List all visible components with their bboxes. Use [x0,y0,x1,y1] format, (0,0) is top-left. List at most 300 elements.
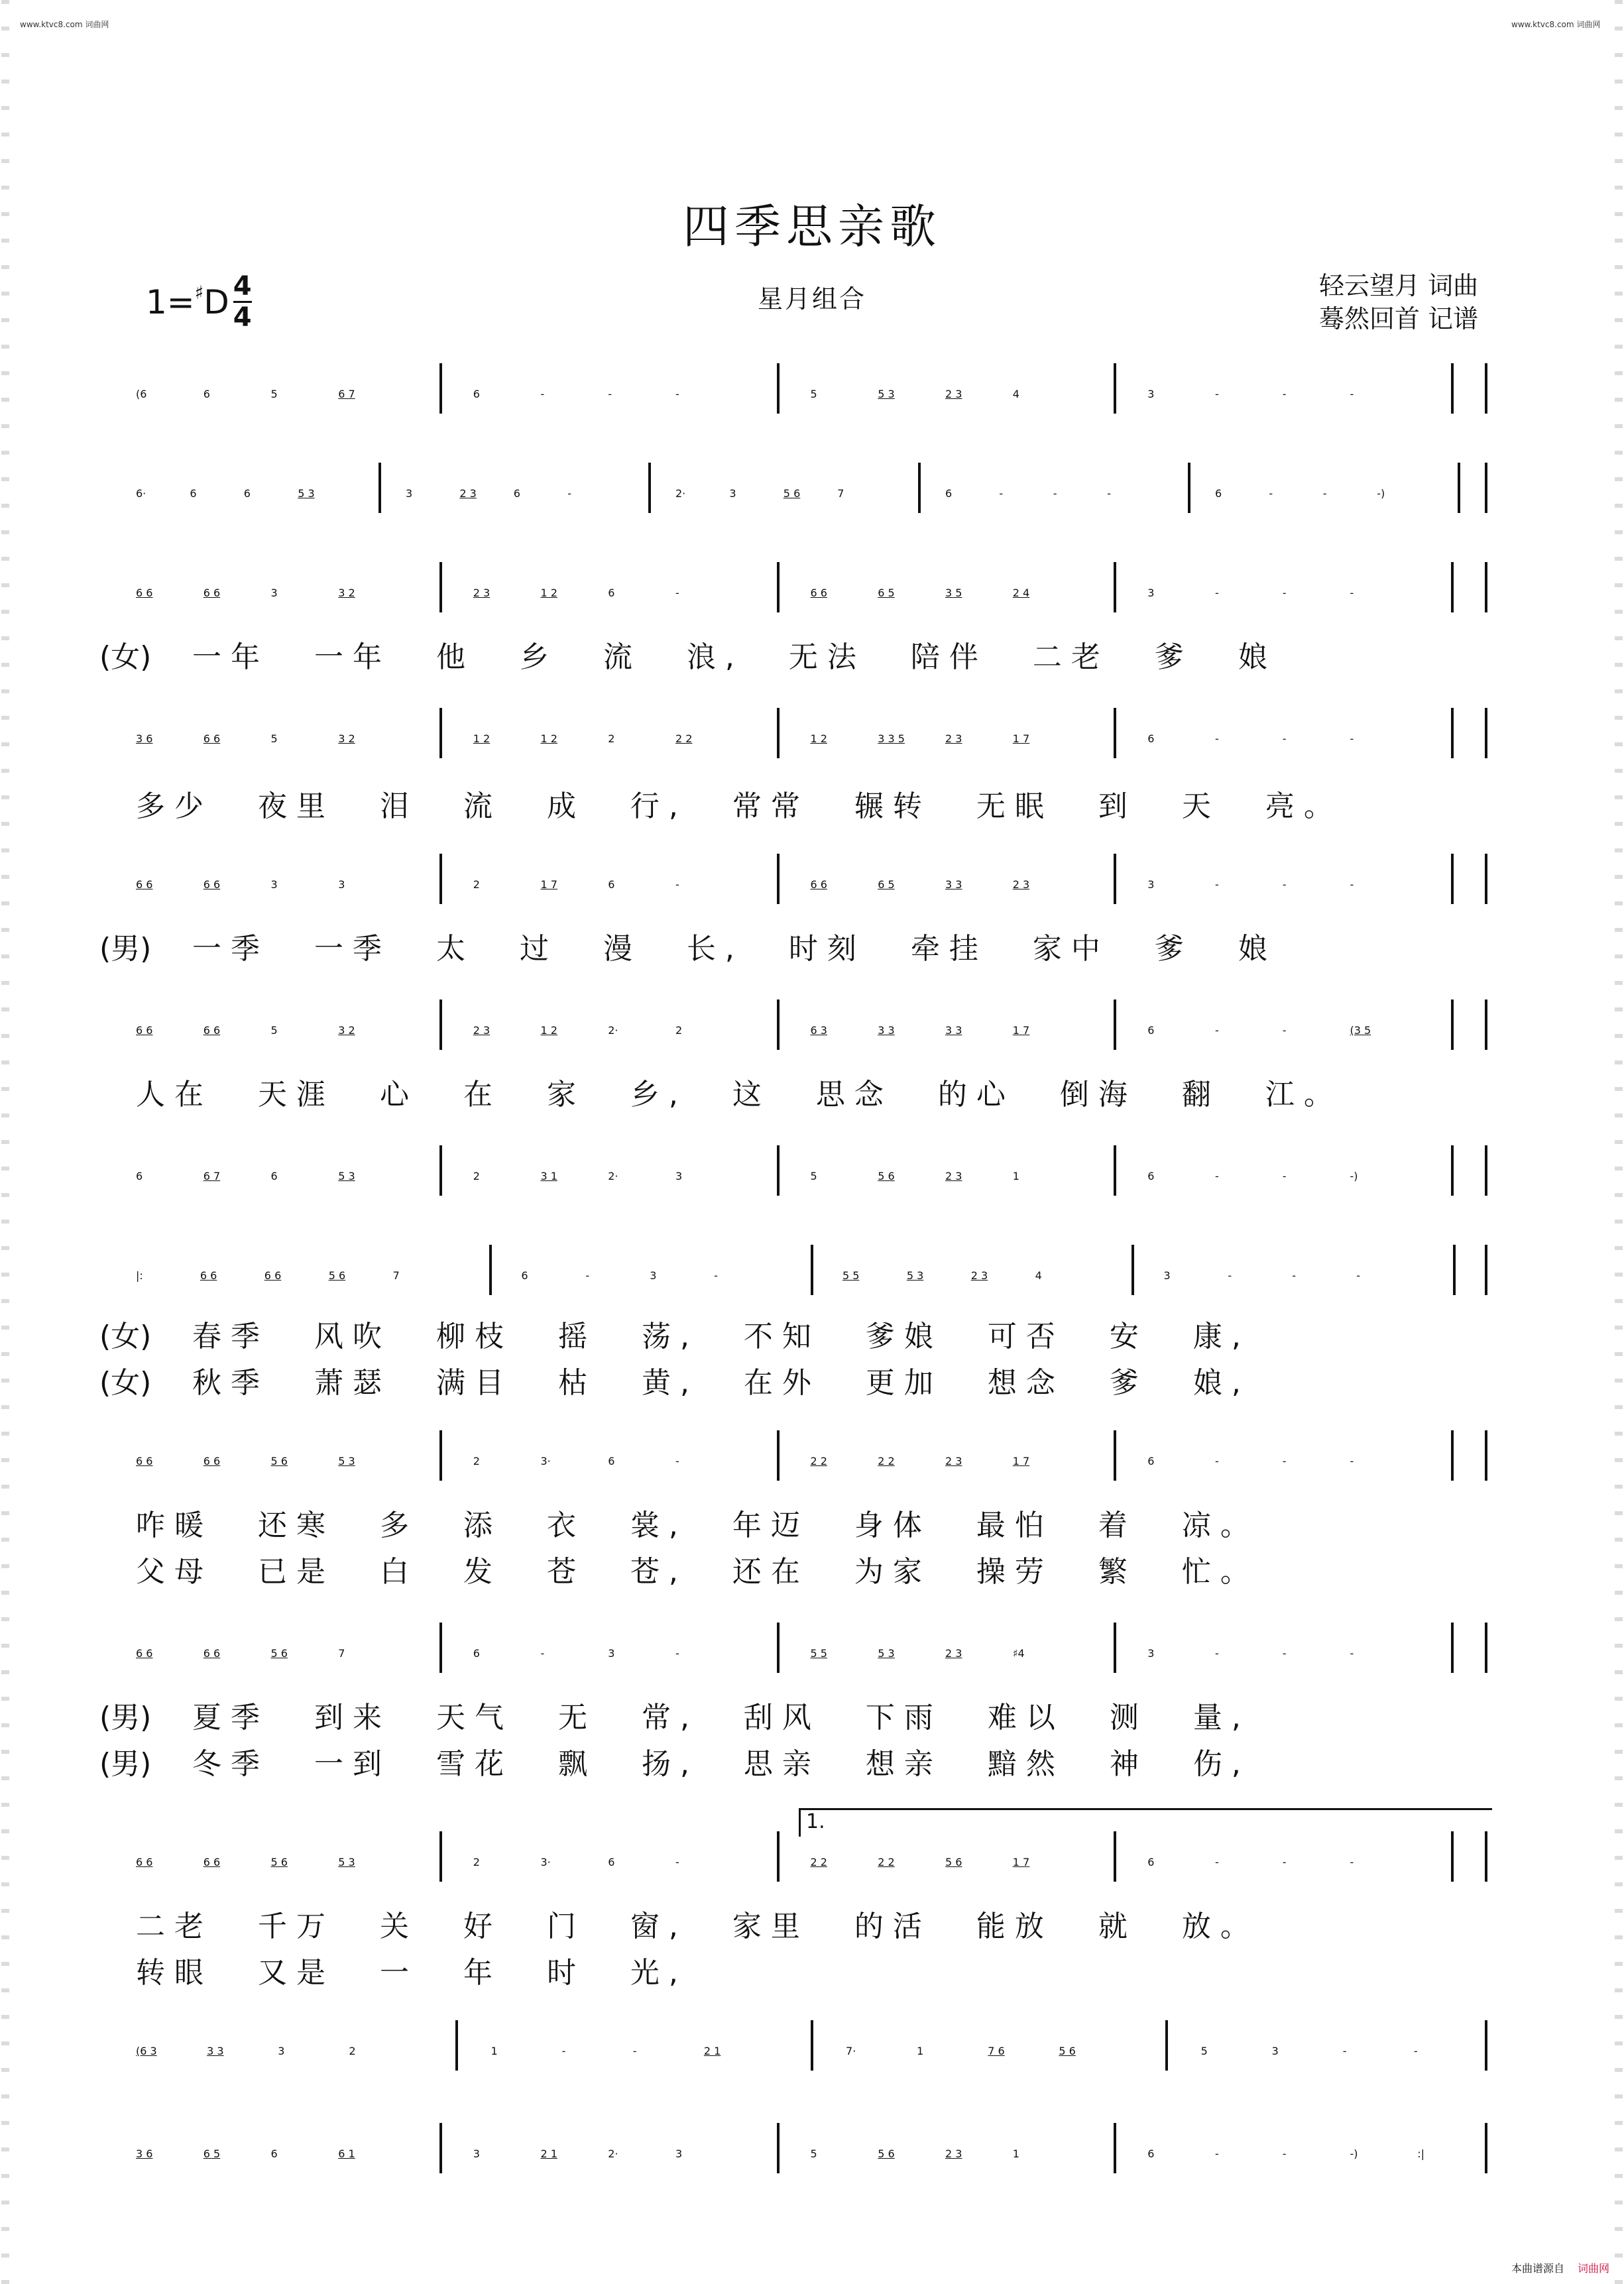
barline [777,1430,780,1481]
note-token: 2 [473,1856,480,1868]
note-token: 5 6 [878,1170,895,1182]
note-token: - [1282,1856,1287,1868]
note-token: - [1322,487,1327,500]
note-token: - [675,1455,679,1467]
note-token: 2 3 [459,487,477,500]
note-token: 7 6 [988,2045,1005,2057]
barline [1165,2020,1168,2071]
note-token: 2 3 [945,2147,962,2160]
note-token: - [585,1269,590,1282]
note-token: 3 [406,487,413,500]
note-token: -) [1350,1170,1358,1182]
note-token: - [999,487,1004,500]
lyric-text: 冬季 一到 雪花 飘 扬, 思亲 想亲 黯然 神 伤, [192,1747,1250,1781]
note-token: 6 6 [136,587,153,599]
note-token: - [1282,1647,1287,1660]
note-token: 6 6 [203,732,221,745]
lyric-line [0,1548,1624,1587]
time-bottom: 4 [233,302,252,333]
barline [439,999,442,1050]
barline [378,463,381,513]
barline [1114,562,1116,612]
note-token: 3 3 [945,1024,962,1037]
note-token: 5 [1200,2045,1208,2057]
barline [439,854,442,904]
lyric-text: 多少 夜里 泪 流 成 行, 常常 辗转 无眠 到 天 亮。 [136,789,1342,823]
note-token: 6 6 [203,1024,221,1037]
note-token: 3 1 [540,1170,557,1182]
lyric-text: 夏季 到来 天气 无 常, 刮风 下雨 难以 测 量, [192,1701,1250,1735]
note-token: -) [1377,487,1385,500]
barline [1114,1430,1116,1481]
note-token: 6 [608,587,615,599]
lyric-line [0,782,1624,822]
barline [1114,2123,1116,2173]
note-token: 2 3 [473,587,491,599]
singer-role: (男) [99,1747,152,1781]
note-token: 5 6 [328,1269,346,1282]
note-token: 3 [338,878,345,891]
note-token: 5 [270,388,278,400]
note-token: 1 2 [540,587,557,599]
note-token: 6 [608,1856,615,1868]
note-token: 2 2 [878,1455,895,1467]
singer-role: (女) [99,640,152,674]
lyric-text: 转眼 又是 一 年 时 光, [136,1956,687,1990]
note-token: 2 [473,878,480,891]
barline [777,562,780,612]
note-token: 1 7 [540,878,557,891]
note-token: 3 3 5 [878,732,905,745]
note-token: 2 3 [1012,878,1030,891]
note-token: 3 [1147,587,1155,599]
note-token: - [608,388,612,400]
notation-line [0,471,1624,537]
note-token: - [1282,878,1287,891]
line-end-barline [1485,1245,1487,1295]
note-token: 1 7 [1012,1024,1030,1037]
note-token: 3 [650,1269,657,1282]
barline [1451,1623,1454,1673]
note-token: 6 [203,388,210,400]
line-end-barline [1485,363,1487,414]
note-token: 6 [1147,1024,1155,1037]
note-token: 6 5 [203,2147,221,2160]
note-token: - [1350,1856,1354,1868]
note-token: - [675,1647,679,1660]
note-token: 6 [243,487,251,500]
performer: 星月组合 [757,284,866,314]
note-token: - [1215,1455,1219,1467]
note-token: - [1215,2147,1219,2160]
barline [1114,854,1116,904]
note-token: 2 [473,1170,480,1182]
note-token: 3 [608,1647,615,1660]
note-token: (6 3 [136,2045,157,2057]
barline [1114,363,1116,414]
note-token: 7 [338,1647,345,1660]
barline [811,1245,813,1295]
note-token: 1 7 [1012,1856,1030,1868]
note-token: - [675,388,679,400]
note-token: 6 6 [136,1024,153,1037]
note-token: - [1350,1455,1354,1467]
note-token: 6 [136,1170,143,1182]
barline [439,562,442,612]
notation-line [0,1007,1624,1074]
note-token: - [632,2045,637,2057]
note-token: 5 5 [810,1647,827,1660]
note-token: 3 5 [945,587,962,599]
lyric-text: 咋暖 还寒 多 添 衣 裳, 年迈 身体 最怕 着 凉。 [136,1509,1259,1542]
line-end-barline [1485,999,1487,1050]
note-token: :| [1417,2147,1425,2160]
key-note: D [203,282,229,321]
lyric-text: 人在 天涯 心 在 家 乡, 这 思念 的心 倒海 翻 江。 [136,1078,1342,1112]
note-token: 6 6 [136,1455,153,1467]
line-end-barline [1485,854,1487,904]
barline [439,363,442,414]
barline [811,2020,813,2071]
note-token: 7 [392,1269,400,1282]
note-token: 6 [1147,1455,1155,1467]
note-token: 5 6 [783,487,801,500]
note-token: 2· [608,1170,618,1182]
note-token: - [675,878,679,891]
lyric-text: 二老 千万 关 好 门 窗, 家里 的活 能放 就 放。 [136,1910,1259,1943]
barline [439,1430,442,1481]
note-token: 6 7 [338,388,355,400]
lyric-line [0,1359,1624,1399]
barline [777,999,780,1050]
note-token: 2 3 [945,1170,962,1182]
note-token: 3 3 [878,1024,895,1037]
note-token: - [1053,487,1057,500]
note-token: 3 6 [136,732,153,745]
line-end-barline [1485,2020,1487,2071]
note-token: 4 [1012,388,1019,400]
note-token: 3 [473,2147,480,2160]
notation-line [0,1438,1624,1505]
note-token: 6 1 [338,2147,355,2160]
note-token: - [1107,487,1111,500]
barline [1451,1145,1454,1196]
singer-role: (女) [99,1320,152,1353]
note-token: 1 2 [540,732,557,745]
note-token: 5 3 [298,487,315,500]
note-token: 6 [945,487,953,500]
notation-line [0,1253,1624,1319]
note-token: - [1292,1269,1297,1282]
lyric-line [0,925,1624,964]
barline [777,2123,780,2173]
note-token: - [1215,732,1219,745]
note-token: 2 3 [945,1455,962,1467]
notation-line [0,2028,1624,2094]
lyric-line [0,633,1624,673]
note-token: 5 3 [878,388,895,400]
volta-bracket: 1. [799,1808,1492,1837]
barline [777,1831,780,1882]
barline [1114,1145,1116,1196]
note-token: 6 6 [136,878,153,891]
lyric-line [0,1949,1624,1988]
line-end-barline [1485,1145,1487,1196]
note-token: 6 6 [203,1856,221,1868]
lyricist-composer: 轻云望月 词曲 [1319,271,1479,300]
note-token: 3 [270,587,278,599]
note-token: 6 6 [203,878,221,891]
key-prefix: 1= [146,282,195,321]
footer-right: 词曲网 [1578,2262,1610,2275]
barline [1451,1430,1454,1481]
barline [455,2020,458,2071]
note-token: - [714,1269,718,1282]
lyric-text: 春季 风吹 柳枝 摇 荡, 不知 爹娘 可否 安 康, [192,1320,1250,1353]
note-token: 5 5 [842,1269,860,1282]
note-token: 1 [1012,2147,1019,2160]
line-end-barline [1485,1831,1487,1882]
note-token: |: [136,1269,143,1282]
song-title: 四季思亲歌 [683,200,941,254]
note-token: 6 [608,1455,615,1467]
note-token: 3 [675,2147,683,2160]
note-token: 6 [521,1269,528,1282]
note-token: - [1350,388,1354,400]
note-token: 2 3 [945,732,962,745]
note-token: - [1350,878,1354,891]
note-token: 6 6 [810,878,827,891]
notation-line [0,371,1624,437]
notation-line [0,862,1624,928]
note-token: - [1282,1170,1287,1182]
note-token: 5 6 [270,1455,288,1467]
barline [648,463,651,513]
note-token: 6 [513,487,520,500]
note-token: 2 3 [473,1024,491,1037]
note-token: 5 6 [878,2147,895,2160]
note-token: 6 [1147,732,1155,745]
note-token: 6 6 [264,1269,282,1282]
barline [1451,363,1454,414]
lyric-line [0,1070,1624,1110]
lyric-text: 一年 一年 他 乡 流 浪, 无法 陪伴 二老 爹 娘 [192,640,1277,674]
note-token: 6 [1147,2147,1155,2160]
note-token: 2 4 [1012,587,1030,599]
barline [439,2123,442,2173]
note-token: - [1215,388,1219,400]
barline [1458,463,1460,513]
note-token: 2· [608,1024,618,1037]
barline [439,708,442,758]
note-token: - [561,2045,566,2057]
note-token: 1 2 [810,732,827,745]
note-token: - [1350,732,1354,745]
note-token: 6 [608,878,615,891]
line-end-barline [1485,1430,1487,1481]
note-token: - [1215,1856,1219,1868]
note-token: 3 3 [207,2045,224,2057]
note-token: 3 2 [338,1024,355,1037]
note-token: 1 2 [540,1024,557,1037]
note-token: ♯4 [1012,1647,1025,1660]
note-token: - [1282,1024,1287,1037]
notation-line [0,716,1624,782]
barline [1451,999,1454,1050]
time-top: 4 [233,271,252,302]
note-token: - [1350,1647,1354,1660]
note-token: 6 [473,1647,480,1660]
note-token: - [1282,1455,1287,1467]
note-token: 3 3 [945,878,962,891]
singer-role: (女) [99,1366,152,1400]
notation-line [0,1630,1624,1697]
notation-line [0,1839,1624,1906]
note-token: 2 [349,2045,356,2057]
note-token: 6 [270,2147,278,2160]
note-token: 6 [1215,487,1222,500]
notation-line [0,2131,1624,2197]
notation-line [0,1153,1624,1220]
note-token: 6 6 [200,1269,217,1282]
note-token: 5 [270,1024,278,1037]
barline [1114,999,1116,1050]
barline [777,1145,780,1196]
note-token: - [1356,1269,1360,1282]
lyric-text: 一季 一季 太 过 漫 长, 时刻 牵挂 家中 爹 娘 [192,932,1277,966]
note-token: 1 2 [473,732,491,745]
note-token: (6 [136,388,147,400]
note-token: 2 3 [970,1269,988,1282]
barline [439,1145,442,1196]
barline [1451,1831,1454,1882]
barline [439,1623,442,1673]
note-token: 2· [608,2147,618,2160]
notation-line [0,570,1624,636]
lyric-line [0,1693,1624,1733]
line-end-barline [1485,708,1487,758]
header-right-url: www.ktvc8.com 词曲网 [1511,20,1601,29]
note-token: - [675,1856,679,1868]
note-token: 2 1 [540,2147,557,2160]
note-token: 3 [1147,1647,1155,1660]
note-token: 5 3 [878,1647,895,1660]
note-token: 3 [1163,1269,1171,1282]
note-token: (3 5 [1350,1024,1371,1037]
note-token: 2 [608,732,615,745]
note-token: 2· [675,487,686,500]
note-token: 6 6 [136,1856,153,1868]
note-token: 2 3 [945,1647,962,1660]
note-token: 6 7 [203,1170,221,1182]
note-token: 6 5 [878,587,895,599]
note-token: 3 [729,487,736,500]
note-token: 5 [270,732,278,745]
note-token: 2 2 [878,1856,895,1868]
singer-role: (男) [99,1701,152,1735]
note-token: 6 5 [878,878,895,891]
note-token: 5 6 [1059,2045,1076,2057]
note-token: 2 2 [675,732,693,745]
note-token: 3 [1271,2045,1279,2057]
lyric-line [0,1501,1624,1541]
note-token: 1 [917,2045,924,2057]
barline [439,1831,442,1882]
singer-role: (男) [99,932,152,966]
note-token: - [1215,1170,1219,1182]
note-token: 2 1 [703,2045,721,2057]
note-token: 6 [270,1170,278,1182]
note-token: - [1269,487,1273,500]
lyric-line [0,1740,1624,1780]
note-token: 3 [1147,388,1155,400]
lyric-text: 父母 已是 白 发 苍 苍, 还在 为家 操劳 繁 忙。 [136,1555,1259,1589]
note-token: 2 2 [810,1856,827,1868]
note-token: 5 3 [338,1856,355,1868]
note-token: 2 3 [945,388,962,400]
note-token: 3 [1147,878,1155,891]
note-token: - [1350,587,1354,599]
barline [1114,708,1116,758]
note-token: 7· [846,2045,856,2057]
barline [1451,708,1454,758]
note-token: 5 [810,1170,817,1182]
lyric-line [0,1902,1624,1942]
note-token: 5 [810,2147,817,2160]
note-token: 7 [837,487,844,500]
note-token: 3 2 [338,587,355,599]
barline [777,363,780,414]
note-token: 5 3 [338,1170,355,1182]
barline [1188,463,1190,513]
barline [1114,1623,1116,1673]
line-end-barline [1485,1623,1487,1673]
note-token: - [675,587,679,599]
note-token: 5 6 [945,1856,962,1868]
note-token: 6 [1147,1856,1155,1868]
note-token: - [1215,1647,1219,1660]
note-token: 6 [190,487,197,500]
barline [777,854,780,904]
line-end-barline [1485,562,1487,612]
note-token: 6 [473,388,480,400]
barline [1131,1245,1134,1295]
note-token: 5 3 [338,1455,355,1467]
note-token: - [1215,1024,1219,1037]
transcriber: 蓦然回首 记谱 [1319,304,1479,333]
note-token: - [1413,2045,1418,2057]
footer-left: 本曲谱源自 [1511,2262,1565,2275]
note-token: - [1228,1269,1232,1282]
note-token: - [1282,732,1287,745]
line-end-barline [1485,463,1487,513]
key-sharp: ♯ [194,282,204,304]
note-token: 6· [136,487,146,500]
barline [777,1623,780,1673]
note-token: 3 [278,2045,285,2057]
barline [1451,854,1454,904]
barline [489,1245,492,1295]
note-token: - [540,1647,545,1660]
note-token: 6 3 [810,1024,827,1037]
note-token: - [567,487,571,500]
barline [918,463,921,513]
lyric-text: 秋季 萧瑟 满目 枯 黄, 在外 更加 想念 爹 娘, [192,1366,1250,1400]
header-left-url: www.ktvc8.com 词曲网 [20,20,109,29]
note-token: 1 7 [1012,1455,1030,1467]
note-token: - [1215,587,1219,599]
note-token: 3· [540,1856,551,1868]
